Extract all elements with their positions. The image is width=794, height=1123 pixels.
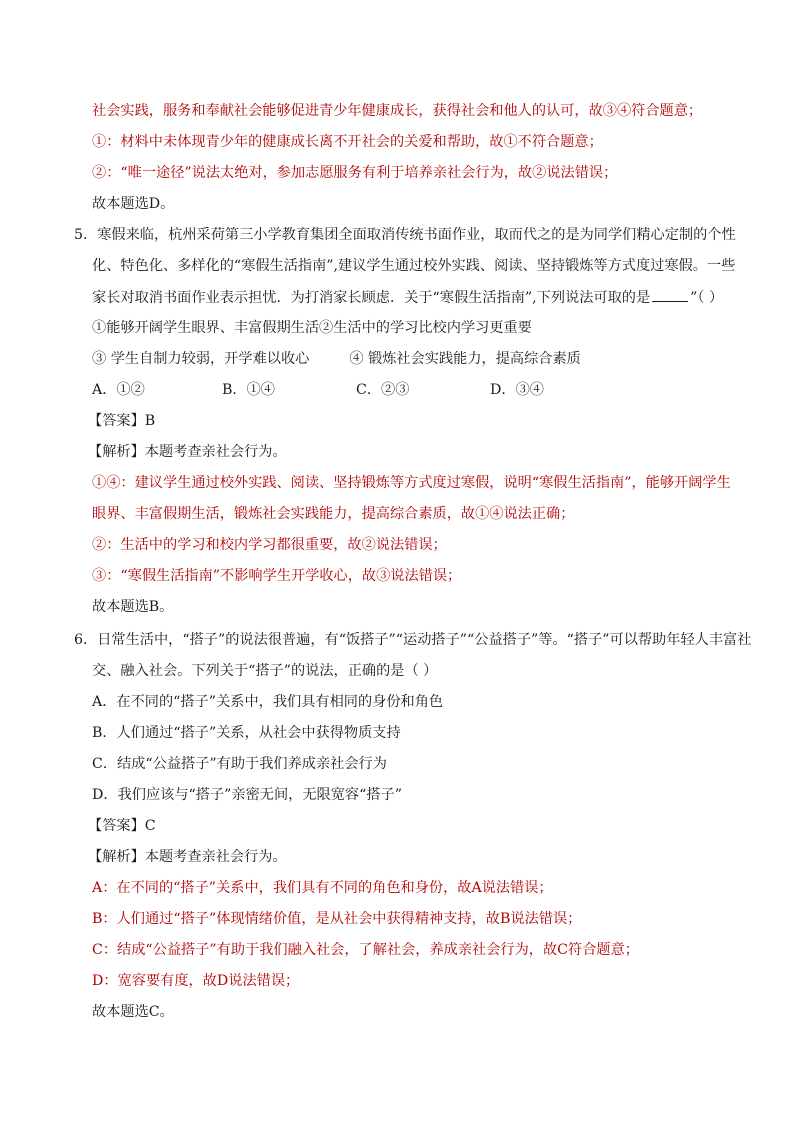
prev-analysis-line-3: ②：“唯一途径”说法太绝对，参加志愿服务有利于培养亲社会行为，故②说法错误； <box>92 165 618 181</box>
q5-answer <box>88 411 155 431</box>
q6-analysis-label: 【解析】 <box>88 849 145 865</box>
q5-analysis-intro: 本题考查亲社会行为。 <box>144 444 287 460</box>
q5-option-d: D．③④ <box>490 382 544 398</box>
q6-answer-label: 【答案】 <box>88 818 145 834</box>
q5-stem-bracket: ”（ ） <box>690 290 724 306</box>
q5-analysis-label: 【解析】 <box>88 444 145 460</box>
q5-items-row-2 <box>92 349 581 369</box>
q5-options <box>92 380 544 400</box>
q6-option-d: D．我们应该与“搭子”亲密无间，无限宽容“搭子” <box>92 787 402 803</box>
q5-analysis-line-4: ③：“寒假生活指南”不影响学生开学收心，故③说法错误； <box>92 568 462 584</box>
q5-item-4: ④ 锻炼社会实践能力，提高综合素质 <box>349 351 581 367</box>
q6-answer-value: C <box>144 818 156 834</box>
prev-analysis-line-2: ①：材料中未体现青少年的健康成长离不开社会的关爱和帮助，故①不符合题意； <box>92 134 603 150</box>
q5-analysis <box>88 442 287 462</box>
q6-analysis-line-3: C：结成“公益搭子”有助于我们融入社会，了解社会，养成亲社会行为，故C符合题意； <box>92 942 639 958</box>
q6-conclusion: 故本题选C。 <box>92 1004 174 1020</box>
q5-item-3: ③ 学生自制力较弱，开学难以收心 <box>92 351 310 367</box>
q6-analysis-line-4: D：宽容要有度，故D说法错误； <box>92 973 300 989</box>
q5-option-c: C．②③ <box>356 382 410 398</box>
q5-answer-value: B <box>144 413 156 429</box>
q5-conclusion: 故本题选B。 <box>92 599 174 615</box>
q6-analysis-intro: 本题考查亲社会行为。 <box>144 849 287 865</box>
q5-analysis-line-3: ②：生活中的学习和校内学习都很重要，故②说法错误； <box>92 537 447 553</box>
q5-items-row-1: ①能够开阔学生眼界、丰富假期生活②生活中的学习比校内学习更重要 <box>92 320 532 336</box>
q6-answer <box>88 816 156 836</box>
q6-option-b: B．人们通过“搭子”关系，从社会中获得物质支持 <box>92 725 401 741</box>
q6-stem-line-1: 6．日常生活中，“搭子”的说法很普遍，有“饭搭子”“运动搭子”“公益搭子”等。“搭子”可以帮助年轻人丰富社 <box>74 632 752 648</box>
q5-answer-label: 【答案】 <box>88 413 145 429</box>
q5-analysis-line-2: 眼界、丰富假期生活，锻炼社会实践能力，提高综合素质，故①④说法正确； <box>92 506 575 522</box>
q6-analysis <box>88 847 287 867</box>
q5-stem-line-1: 5．寒假来临，杭州采荷第三小学教育集团全面取消传统书面作业，取而代之的是为同学们精心定制的个性 <box>74 227 736 243</box>
q5-option-a: A．①② <box>92 382 145 398</box>
prev-conclusion: 故本题选D。 <box>92 196 175 212</box>
q5-stem-line-3 <box>92 287 723 308</box>
q6-analysis-line-2: B：人们通过“搭子”体现情绪价值，是从社会中获得精神支持，故B说法错误； <box>92 911 582 927</box>
q5-stem-text: 家长对取消书面作业表示担忧．为打消家长顾虑．关于“寒假生活指南”,下列说法可取的是 <box>92 290 651 306</box>
q6-stem-line-2: 交、融入社会。下列关于“搭子”的说法，正确的是（ ） <box>92 663 438 679</box>
q5-option-b: B．①④ <box>222 382 275 398</box>
q6-option-c: C．结成“公益搭子”有助于我们养成亲社会行为 <box>92 756 387 772</box>
prev-analysis-line-1: 社会实践，服务和奉献社会能够促进青少年健康成长，获得社会和他人的认可，故③④符合题意； <box>92 103 703 119</box>
q6-option-a: A．在不同的“搭子”关系中，我们具有相同的身份和角色 <box>92 694 444 710</box>
q5-analysis-line-1: ①④：建议学生通过校外实践、阅读、坚持锻炼等方式度过寒假，说明“寒假生活指南”，能够开阔学生 <box>92 475 731 491</box>
q5-answer-blank <box>652 287 688 302</box>
q6-analysis-line-1: A：在不同的“搭子”关系中，我们具有不同的角色和身份，故A说法错误； <box>92 880 553 896</box>
q5-stem-line-2: 化、特色化、多样化的“寒假生活指南”,建议学生通过校外实践、阅读、坚持锻炼等方式度过寒假。一些 <box>92 258 736 274</box>
